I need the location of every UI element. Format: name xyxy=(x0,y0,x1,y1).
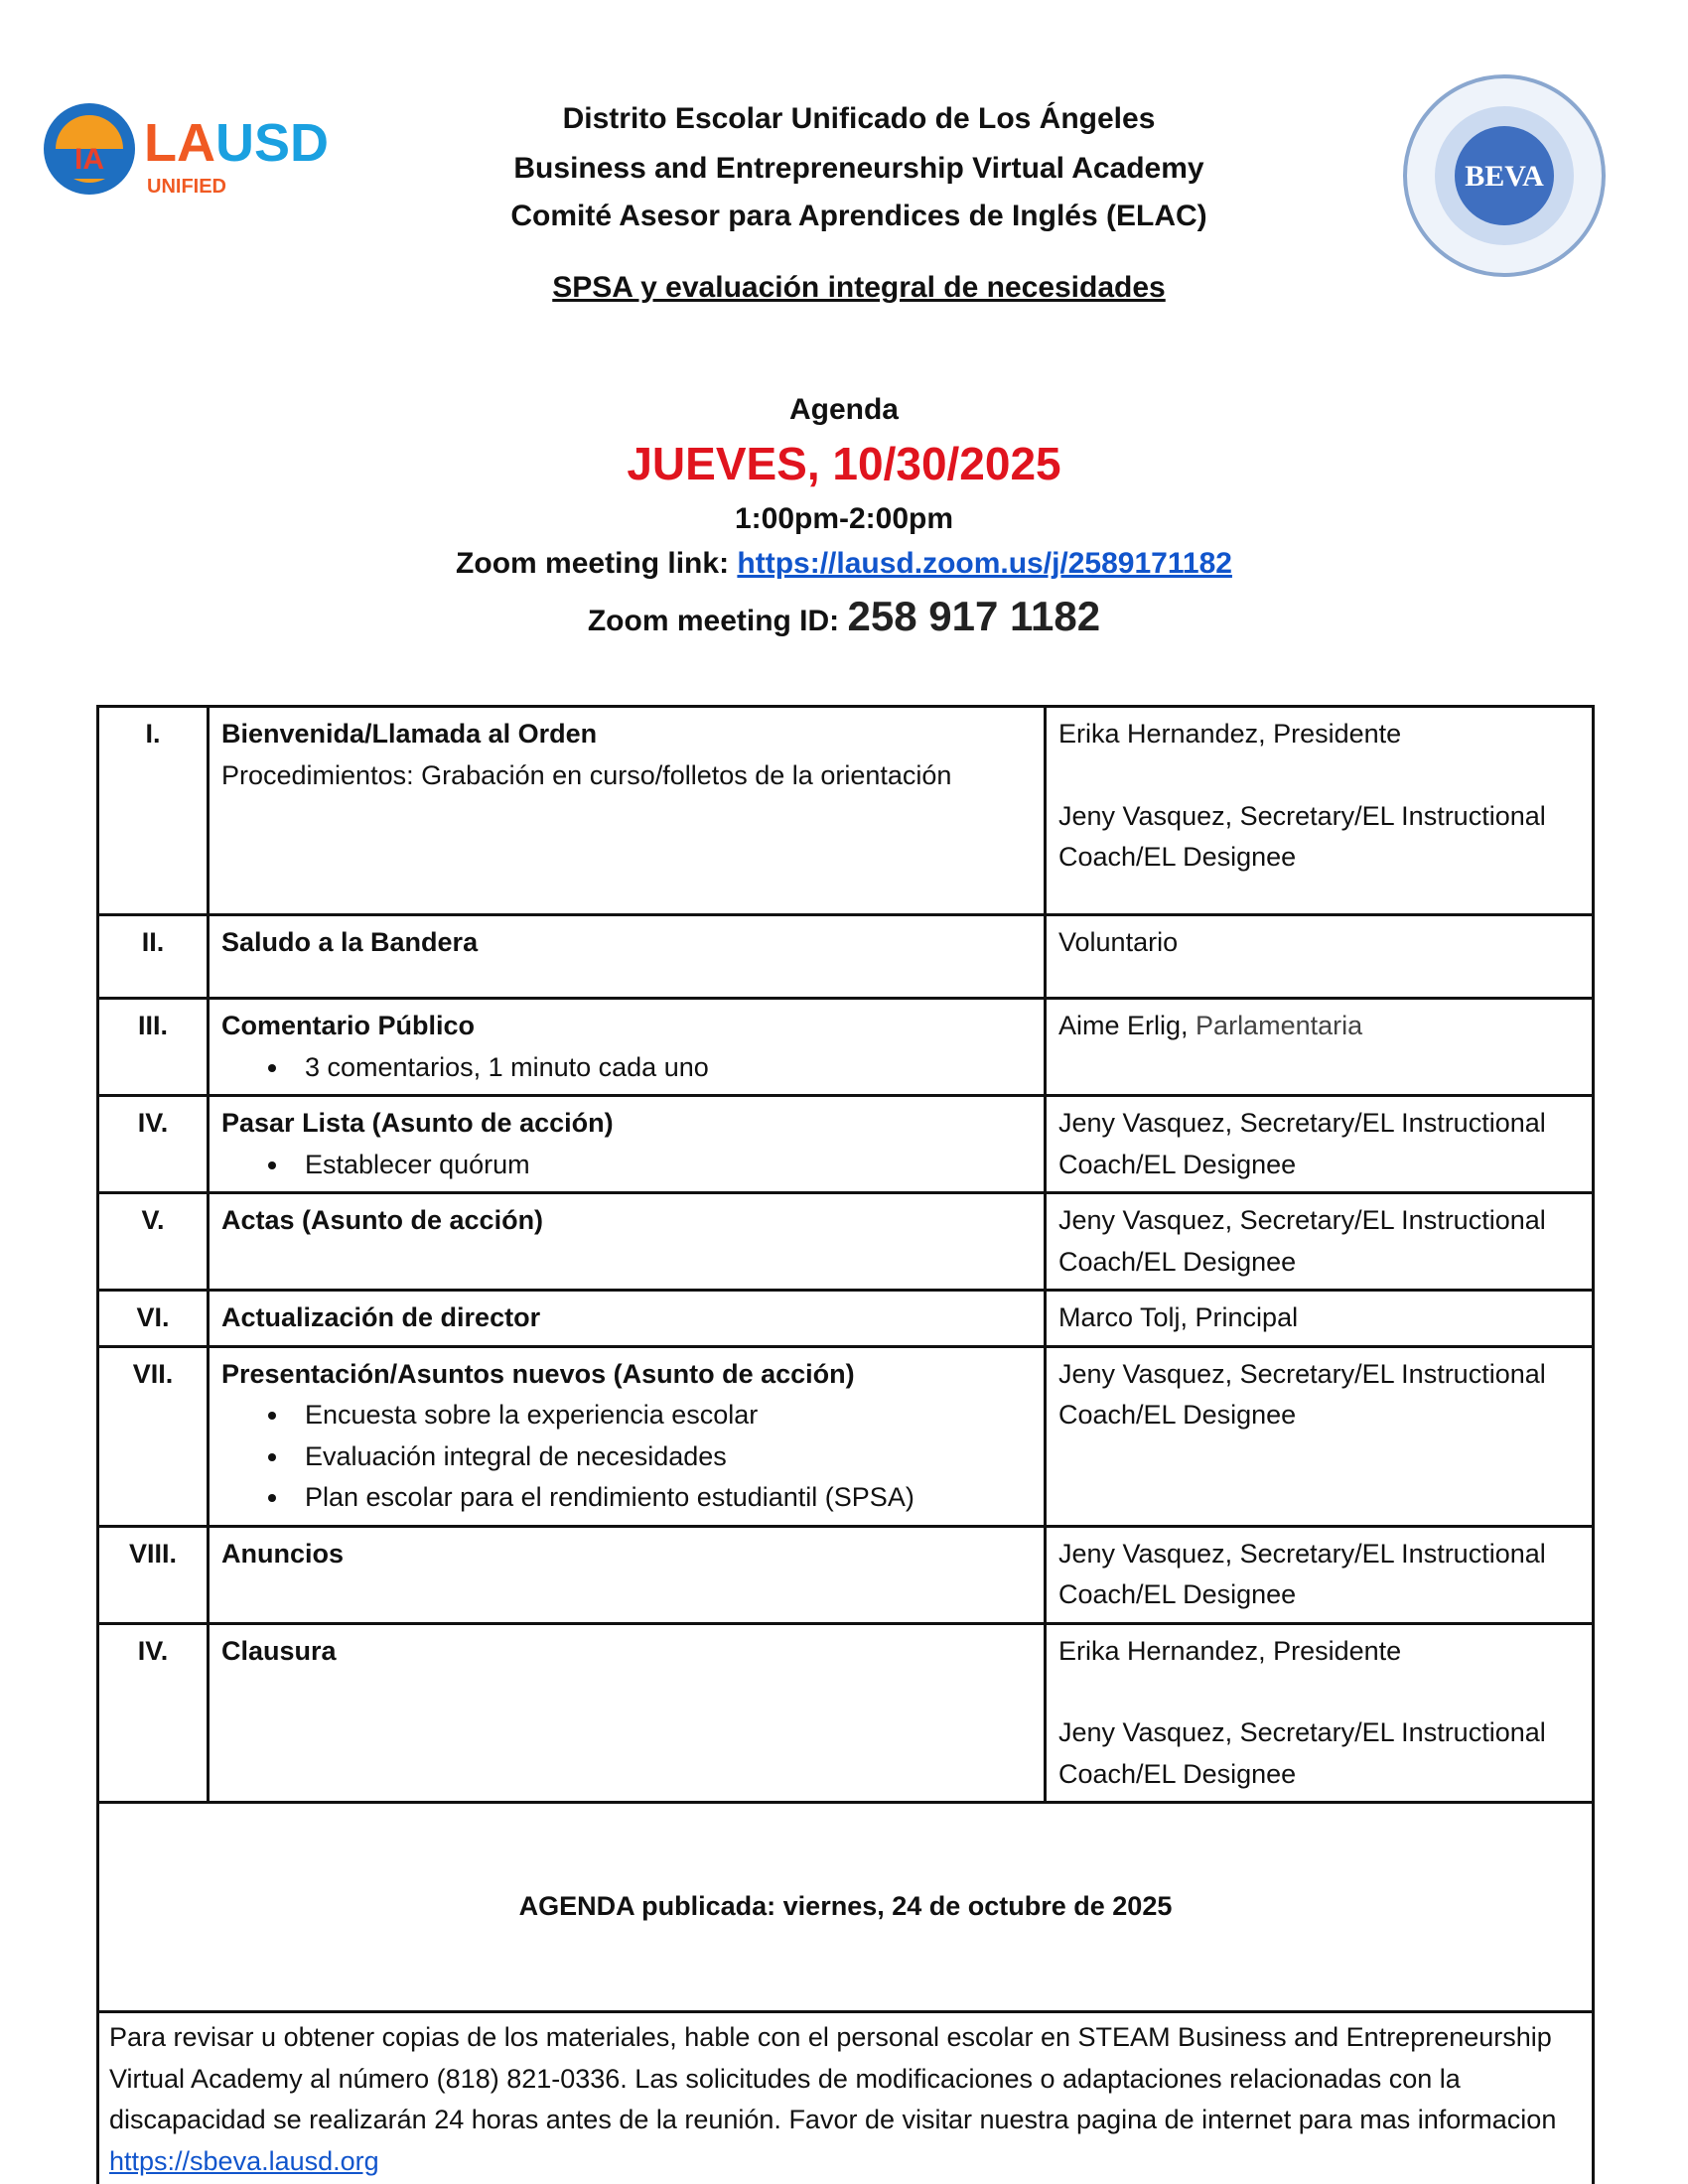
svg-text:IA: IA xyxy=(74,143,104,176)
agenda-item-row xyxy=(98,1346,1594,1526)
item-presenters xyxy=(1046,1291,1594,1347)
svg-text:LAUSD: LAUSD xyxy=(144,113,329,173)
zoom-id: 258 917 1182 xyxy=(847,593,1101,639)
presenter: Jeny Vasquez, Secretary/EL Instructional Coach/EL Designee xyxy=(1058,800,1546,872)
presenter: Jeny Vasquez, Secretary/EL Instructional Coach/EL Designee xyxy=(1058,1538,1546,1609)
item-title: Bienvenida/Llamada al Orden xyxy=(221,719,598,749)
meeting-time: 1:00pm-2:00pm xyxy=(734,502,954,535)
item-number: V. xyxy=(98,1193,209,1291)
item-title: Presentación/Asuntos nuevos (Asunto de acción) xyxy=(221,1358,855,1389)
bullet-item: • Encuesta sobre la experiencia escolar xyxy=(291,1395,1032,1436)
spacer xyxy=(1058,1672,1580,1712)
item-content xyxy=(209,915,1046,999)
item-number: VII. xyxy=(98,1346,209,1526)
agenda-heading: Agenda xyxy=(788,393,899,426)
presenter: Jeny Vasquez, Secretary/EL Instructional Coach/EL Designee xyxy=(1058,1717,1546,1789)
item-presenters xyxy=(1046,707,1594,915)
zoom-link[interactable]: https://lausd.zoom.us/j/2589171182 xyxy=(737,547,1232,580)
item-title: Comentario Público xyxy=(221,1011,476,1040)
presenter-role: Parlamentaria xyxy=(1196,1011,1363,1040)
academy-name: Business and Entrepreneurship Virtual Academy xyxy=(513,152,1204,185)
zoom-link-label: Zoom meeting link: xyxy=(456,547,730,580)
agenda-item-row xyxy=(98,1096,1594,1193)
item-content xyxy=(209,1623,1046,1803)
item-title: Saludo a la Bandera xyxy=(221,927,479,957)
item-content xyxy=(209,1346,1046,1526)
zoom-id-label: Zoom meeting ID: xyxy=(587,605,840,637)
item-number: II. xyxy=(98,915,209,999)
item-number: VIII. xyxy=(98,1526,209,1623)
subtitle: SPSA y evaluación integral de necesidades xyxy=(552,271,1166,304)
footer-note xyxy=(98,2012,1594,2184)
item-number: III. xyxy=(98,999,209,1096)
bullet-item: • Establecer quórum xyxy=(291,1145,1032,1186)
item-title: Actualización de director xyxy=(221,1302,541,1332)
agenda-item-row xyxy=(98,1193,1594,1291)
item-bullets xyxy=(221,1145,1032,1186)
presenter: Jeny Vasquez, Secretary/EL Instructional Coach/EL Designee xyxy=(1058,1205,1546,1277)
agenda-item-row xyxy=(98,1623,1594,1803)
presenter-line xyxy=(1058,1006,1580,1047)
meeting-date: JUEVES, 10/30/2025 xyxy=(627,438,1061,489)
item-title: Clausura xyxy=(221,1635,337,1666)
bullet-item: • Plan escolar para el rendimiento estudiantil (SPSA) xyxy=(291,1477,1032,1519)
item-presenters xyxy=(1046,1346,1594,1526)
svg-text:UNIFIED: UNIFIED xyxy=(147,176,226,198)
committee-name: Comité Asesor para Aprendices de Inglés (ELAC) xyxy=(510,200,1207,232)
presenter: Aime Erlig, xyxy=(1058,1011,1189,1040)
agenda-item-row xyxy=(98,707,1594,915)
footer-text: Para revisar u obtener copias de los materiales, hable con el personal escolar en STEAM Business and Entrepreneurship Virtual Academy al número (818) 821-0336. Las solicitudes de modificaciones o adaptaciones relacionadas con la discapacidad se realizarán 24 horas antes de la reunión. Favor de visitar nuestra pagina de internet para mas informacion xyxy=(109,2022,1557,2134)
agenda-item-row xyxy=(98,1291,1594,1347)
svg-text:BEVA: BEVA xyxy=(1465,160,1544,193)
item-number: I. xyxy=(98,707,209,915)
item-presenters xyxy=(1046,1623,1594,1803)
item-content xyxy=(209,999,1046,1096)
presenter: Erika Hernandez, Presidente xyxy=(1058,719,1402,749)
bullet-item: • Evaluación integral de necesidades xyxy=(291,1436,1032,1478)
item-presenters xyxy=(1046,915,1594,999)
agenda-table xyxy=(96,705,1595,2184)
item-description: Procedimientos: Grabación en curso/folletos de la orientación xyxy=(221,759,952,790)
item-content xyxy=(209,707,1046,915)
item-title: Pasar Lista (Asunto de acción) xyxy=(221,1108,614,1138)
presenter: Voluntario xyxy=(1058,927,1179,957)
agenda-item-row xyxy=(98,915,1594,999)
item-content xyxy=(209,1526,1046,1623)
district-name: Distrito Escolar Unificado de Los Ángeles xyxy=(562,102,1156,135)
item-bullets xyxy=(221,1047,1032,1089)
item-number: VI. xyxy=(98,1291,209,1347)
zoom-link-line xyxy=(0,546,1688,582)
item-content xyxy=(209,1096,1046,1193)
spacer xyxy=(1058,755,1580,796)
item-presenters xyxy=(1046,999,1594,1096)
zoom-id-line xyxy=(0,592,1688,646)
item-presenters xyxy=(1046,1526,1594,1623)
item-presenters xyxy=(1046,1193,1594,1291)
presenter: Jeny Vasquez, Secretary/EL Instructional Coach/EL Designee xyxy=(1058,1358,1546,1430)
item-title: Anuncios xyxy=(221,1538,345,1569)
item-title: Actas (Asunto de acción) xyxy=(221,1205,544,1235)
item-presenters xyxy=(1046,1096,1594,1193)
website-link[interactable]: https://sbeva.lausd.org xyxy=(109,2145,379,2176)
presenter: Marco Tolj, Principal xyxy=(1058,1302,1299,1332)
presenter: Erika Hernandez, Presidente xyxy=(1058,1635,1402,1666)
item-content xyxy=(209,1193,1046,1291)
beva-seal-logo xyxy=(1400,71,1609,280)
agenda-item-row xyxy=(98,1526,1594,1623)
bullet-item: • 3 comentarios, 1 minuto cada uno xyxy=(291,1047,1032,1089)
presenter: Jeny Vasquez, Secretary/EL Instructional Coach/EL Designee xyxy=(1058,1108,1546,1179)
item-number: IV. xyxy=(98,1096,209,1193)
item-content xyxy=(209,1291,1046,1347)
agenda-item-row xyxy=(98,999,1594,1096)
item-bullets xyxy=(221,1395,1032,1519)
lausd-logo xyxy=(40,99,387,199)
published-date: AGENDA publicada: viernes, 24 de octubre de 2025 xyxy=(98,1803,1594,2012)
item-number: IV. xyxy=(98,1623,209,1803)
